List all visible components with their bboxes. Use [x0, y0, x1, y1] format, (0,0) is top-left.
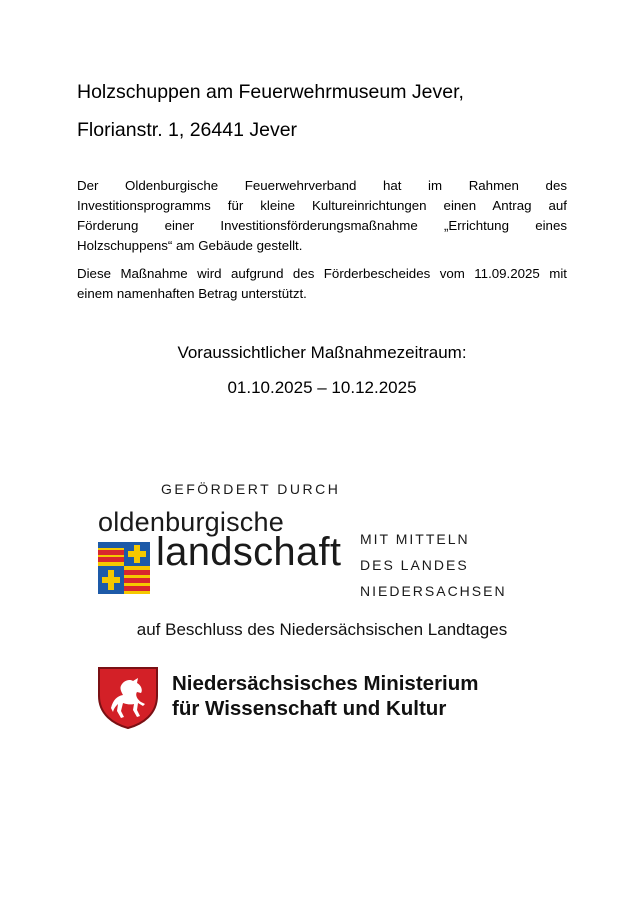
paragraph-2	[77, 264, 567, 304]
logo-landschaft: landschaft	[156, 530, 342, 574]
mit-mitteln-line: NIEDERSACHSEN	[360, 583, 507, 599]
heading-line-2: Florianstr. 1, 26441 Jever	[77, 119, 298, 141]
mit-mitteln-line: DES LANDES	[360, 557, 469, 573]
gefoerdert-durch-label: GEFÖRDERT DURCH	[161, 481, 341, 497]
paragraph-1-line: Förderung einer Investitionsförderungsmaßnahme „Errichtung eines	[77, 218, 567, 233]
paragraph-1-line: Holzschuppens“ am Gebäude gestellt.	[77, 238, 303, 253]
heading-line-1: Holzschuppen am Feuerwehrmuseum Jever,	[77, 81, 464, 103]
oldenburg-flag-icon	[98, 542, 150, 594]
mit-mitteln-block	[360, 526, 507, 604]
niedersachsen-horse-crest-icon	[97, 666, 159, 730]
paragraph-1-line: Investitionsprogramms für kleine Kultureinrichtungen einen Antrag auf	[77, 198, 567, 213]
period-label: Voraussichtlicher Maßnahmezeitraum:	[177, 343, 467, 362]
paragraph-1-line: Der Oldenburgische Feuerwehrverband hat im Rahmen des	[77, 178, 567, 193]
period-dates: 01.10.2025 – 10.12.2025	[227, 378, 417, 397]
ministry-line-2: für Wissenschaft und Kultur	[172, 697, 447, 720]
paragraph-2-line: Diese Maßnahme wird aufgrund des Förderbescheides vom 11.09.2025 mit	[77, 266, 567, 281]
ministry-line-1: Niedersächsisches Ministerium	[172, 672, 479, 695]
mit-mitteln-line: MIT MITTELN	[360, 531, 470, 547]
logo-oldenburgische: oldenburgische	[98, 507, 284, 537]
paragraph-2-line: einem namenhaften Betrag unterstützt.	[77, 286, 307, 301]
paragraph-1	[77, 176, 567, 256]
beschluss-text: auf Beschluss des Niedersächsischen Landtages	[136, 620, 508, 639]
